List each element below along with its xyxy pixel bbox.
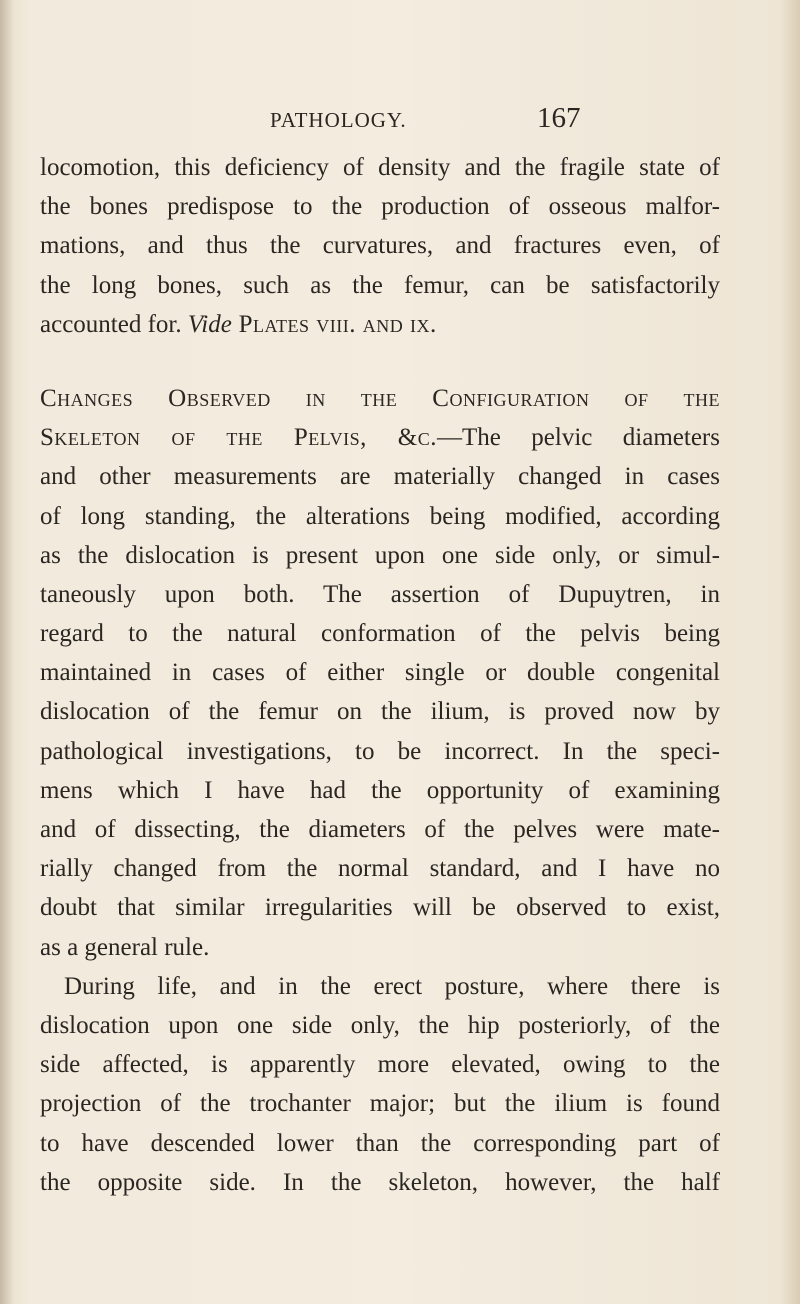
text-line: as a general rule. [40,933,210,961]
text-line: pathological investigations, to be incorrect. In the speci- [40,737,720,765]
text-line: of long standing, the alterations being modified, according [40,502,720,530]
text-line: dislocation upon one side only, the hip posteriorly, of the [40,1011,720,1039]
text-line: the bones predispose to the production of osseous malfor- [40,193,720,221]
text-line: taneously upon both. The assertion of Dupuytren, in [40,580,720,608]
section-heading: Changes Observed in the Configuration of the [40,384,720,412]
text-line: rially changed from the normal standard, and I have no [40,855,720,883]
text-line [40,305,720,344]
text-fragment: —The pelvic diameters [436,424,720,452]
text-line: maintained in cases of either single or double congenital [40,659,720,687]
text-line [40,418,720,457]
text-line: dislocation of the femur on the ilium, is proved now by [40,698,720,726]
text-line: and other measurements are materially changed in cases [40,463,720,491]
text-line: and of dissecting, the diameters of the pelves were mate- [40,816,720,843]
text-line: mations, and thus the curvatures, and fractures even, of [40,232,720,260]
text-line: to have descended lower than the corresponding part of [40,1129,720,1157]
text-line: During life, and in the erect posture, where there is [64,972,720,1000]
running-head: PATHOLOGY. [270,108,407,132]
text-line: locomotion, this deficiency of density and the fragile state of [40,154,720,181]
text-line: doubt that similar irregularities will be observed to exist, [40,894,720,922]
body-text [40,148,720,1202]
text-line: the long bones, such as the femur, can be satisfactorily [40,271,720,299]
text-line: regard to the natural conformation of the pelvis being [40,620,720,648]
text-fragment: accounted for. [40,310,188,338]
text-line: side affected, is apparently more elevated, owing to the [40,1051,720,1079]
text-line: mens which I have had the opportunity of examining [40,776,720,804]
vide-reference: Vide [187,310,232,338]
section-heading-continued: Skeleton of the Pelvis, &c. [40,424,437,452]
plates-reference: Plates viii. and ix. [231,310,437,338]
binding-shadow [0,0,14,1304]
text-line: projection of the trochanter major; but the ilium is found [40,1090,720,1118]
text-line: the opposite side. In the skeleton, however, the half [40,1168,720,1196]
text-line: as the dislocation is present upon one side only, or simul- [40,541,720,569]
page-number: 167 [537,102,581,134]
